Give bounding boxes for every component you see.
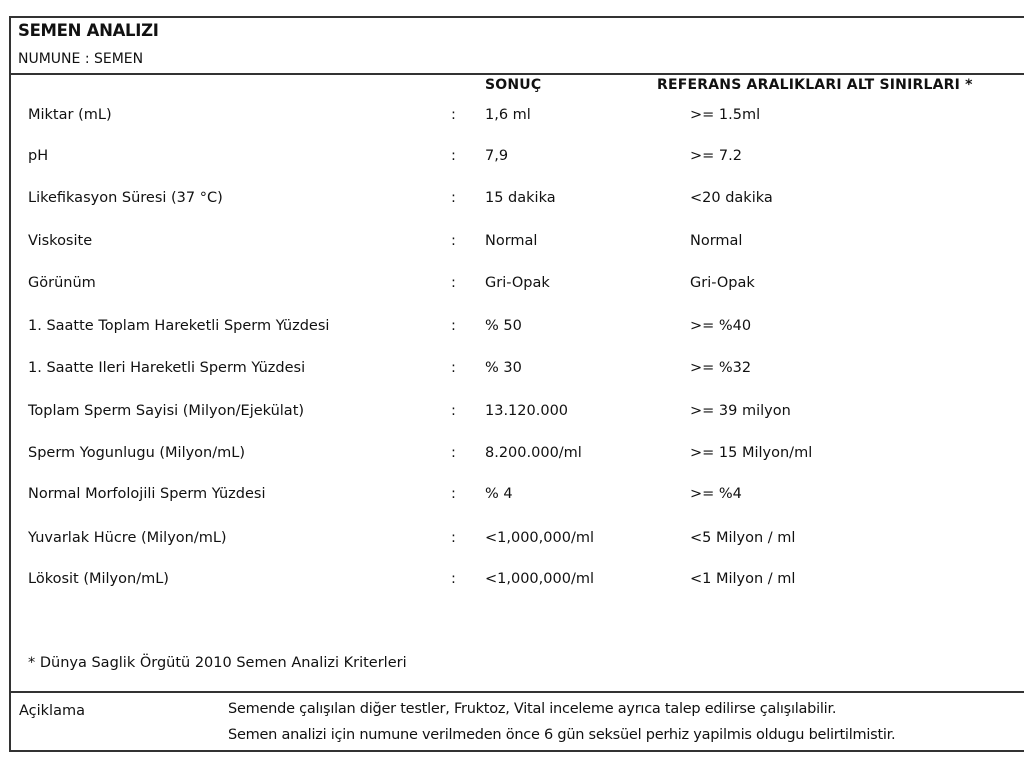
row-reference: >= %4 — [690, 486, 742, 502]
row-label: 1. Saatte Ileri Hareketli Sperm Yüzdesi — [28, 360, 306, 376]
notes-label: Açiklama — [19, 703, 85, 719]
row-reference: >= 7.2 — [690, 148, 742, 164]
row-separator: : — [451, 445, 456, 461]
column-header-reference: REFERANS ARALIKLARI ALT SINIRLARI * — [657, 77, 973, 93]
row-result: 15 dakika — [485, 190, 556, 206]
table-row — [0, 360, 1024, 380]
table-row — [0, 403, 1024, 423]
notes-line: Semende çalışılan diğer testler, Fruktoz, Vital inceleme ayrıca talep edilirse çalışılabilir. — [228, 701, 837, 717]
row-label: Görünüm — [28, 275, 96, 291]
row-label: Yuvarlak Hücre (Milyon/mL) — [28, 530, 227, 546]
row-label: Likefikasyon Süresi (37 °C) — [28, 190, 223, 206]
row-label: pH — [28, 148, 49, 164]
table-row — [0, 233, 1024, 253]
row-result: 8.200.000/ml — [485, 445, 582, 461]
row-label: 1. Saatte Toplam Hareketli Sperm Yüzdesi — [28, 318, 330, 334]
footnote: * Dünya Saglik Örgütü 2010 Semen Analizi Kriterleri — [28, 655, 407, 671]
row-label: Viskosite — [28, 233, 93, 249]
row-reference: >= 1.5ml — [690, 107, 761, 123]
sample-type: NUMUNE : SEMEN — [18, 51, 144, 67]
table-row — [0, 275, 1024, 295]
row-reference: <5 Milyon / ml — [690, 530, 796, 546]
row-reference: <1 Milyon / ml — [690, 571, 796, 587]
row-reference: >= %32 — [690, 360, 752, 376]
row-separator: : — [451, 148, 456, 164]
row-result: 13.120.000 — [485, 403, 569, 419]
table-row — [0, 571, 1024, 591]
table-row — [0, 530, 1024, 550]
row-result: Normal — [485, 233, 538, 249]
table-row — [0, 486, 1024, 506]
row-separator: : — [451, 486, 456, 502]
row-separator: : — [451, 190, 456, 206]
row-result: 7,9 — [485, 148, 509, 164]
row-reference: Gri-Opak — [690, 275, 755, 291]
row-separator: : — [451, 318, 456, 334]
table-row — [0, 148, 1024, 168]
row-result: % 50 — [485, 318, 522, 334]
row-result: Gri-Opak — [485, 275, 550, 291]
row-label: Sperm Yogunlugu (Milyon/mL) — [28, 445, 245, 461]
row-result: % 30 — [485, 360, 522, 376]
row-label: Miktar (mL) — [28, 107, 112, 123]
row-separator: : — [451, 571, 456, 587]
row-result: 1,6 ml — [485, 107, 531, 123]
row-result: % 4 — [485, 486, 513, 502]
column-header-result: SONUÇ — [485, 77, 542, 93]
row-separator: : — [451, 107, 456, 123]
row-separator: : — [451, 530, 456, 546]
row-reference: <20 dakika — [690, 190, 773, 206]
notes-divider — [9, 691, 1024, 693]
row-label: Normal Morfolojili Sperm Yüzdesi — [28, 486, 266, 502]
notes-line: Semen analizi için numune verilmeden önce 6 gün seksüel perhiz yapilmis oldugu belirtilmistir. — [228, 727, 896, 743]
row-separator: : — [451, 360, 456, 376]
row-result: <1,000,000/ml — [485, 571, 594, 587]
table-row — [0, 318, 1024, 338]
row-reference: Normal — [690, 233, 743, 249]
table-row — [0, 107, 1024, 127]
row-separator: : — [451, 275, 456, 291]
row-reference: >= 39 milyon — [690, 403, 791, 419]
table-row — [0, 190, 1024, 210]
row-reference: >= %40 — [690, 318, 752, 334]
header-divider — [9, 73, 1024, 75]
row-separator: : — [451, 403, 456, 419]
row-reference: >= 15 Milyon/ml — [690, 445, 813, 461]
report-title: SEMEN ANALIZI — [18, 21, 159, 40]
row-label: Toplam Sperm Sayisi (Milyon/Ejekülat) — [28, 403, 305, 419]
table-row — [0, 445, 1024, 465]
row-separator: : — [451, 233, 456, 249]
row-result: <1,000,000/ml — [485, 530, 594, 546]
row-label: Lökosit (Milyon/mL) — [28, 571, 169, 587]
